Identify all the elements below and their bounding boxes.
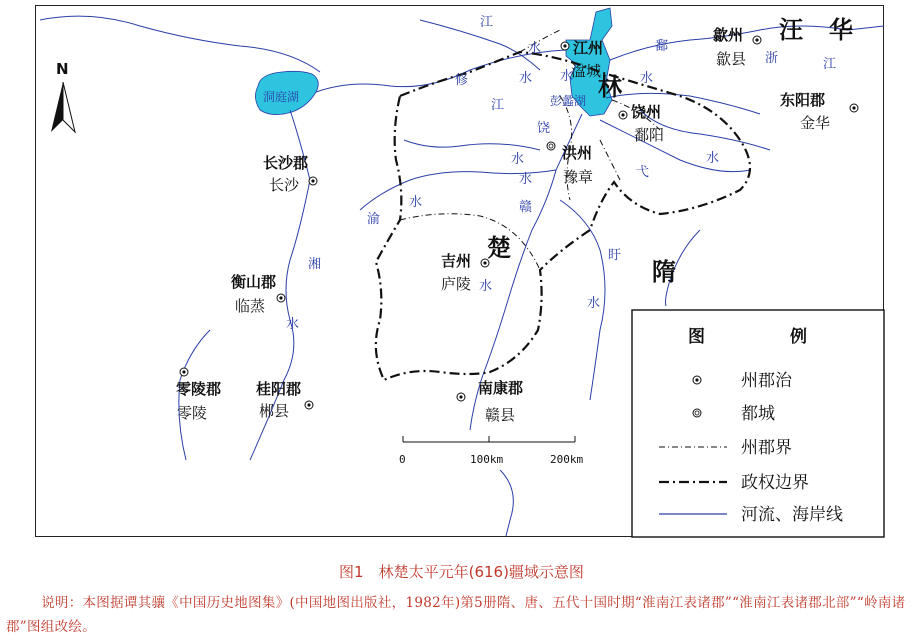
scale-tick-0: 0: [399, 453, 406, 466]
scale-bar: [399, 436, 583, 466]
place-dongyang-name: 东阳郡: [780, 91, 826, 109]
legend-prefecture-boundary-label: 州郡界: [741, 438, 792, 458]
region-wang: 汪: [779, 16, 803, 44]
river-label: 水: [640, 71, 654, 86]
figure-note: 说明：本图据谭其骧《中国历史地图集》(中国地图出版社，1982年)第5册隋、唐、五代十国时期“淮南江表诸郡”“淮南江表诸郡北部”“岭南诸郡”图组改绘。: [6, 595, 906, 635]
legend-title-2: 例: [790, 327, 807, 347]
place-jiangzhou-name: 江州: [573, 39, 604, 57]
lake-pengli-label: 彭蠡湖: [550, 94, 587, 108]
place-dongyang-seat: 金华: [800, 114, 831, 132]
figure-caption: 图1 林楚太平元年(616)疆域示意图: [339, 563, 584, 581]
scale-tick-200: 200km: [550, 453, 584, 466]
river-label: 盱: [608, 248, 622, 263]
river-label: 鄱: [655, 39, 669, 54]
place-lingling-seat: 零陵: [177, 404, 208, 422]
place-jizhou-name: 吉州: [441, 252, 472, 270]
place-raozhou-seat: 鄱阳: [634, 126, 665, 144]
river-label: 水: [560, 69, 574, 84]
place-nankang-name: 南康郡: [478, 379, 524, 397]
river-label: 修: [455, 73, 469, 88]
place-raozhou-name: 饶州: [631, 103, 662, 121]
legend-title-1: 图: [688, 327, 705, 347]
river-label: 水: [706, 151, 720, 166]
place-nankang-seat: 赣县: [485, 406, 516, 424]
region-sui: 隋: [652, 258, 676, 286]
river-label: 湘: [308, 257, 322, 272]
region-hua: 华: [829, 16, 853, 44]
river-label: 水: [511, 152, 525, 167]
lake-dongting-label: 洞庭湖: [263, 90, 300, 104]
legend-regime-boundary-label: 政权边界: [741, 473, 809, 493]
place-jiangzhou-seat: 湓城: [571, 62, 602, 80]
river-label: 浙: [765, 51, 779, 66]
river-label: 赣: [519, 200, 533, 215]
place-guiyang-seat: 郴县: [259, 402, 290, 420]
river-label: 江: [480, 15, 494, 30]
river-labels: [286, 15, 836, 332]
river-label: 渝: [367, 212, 381, 227]
river-label: 水: [286, 317, 300, 332]
legend-river-label: 河流、海岸线: [741, 505, 843, 525]
legend-seat-label: 州郡治: [741, 371, 792, 391]
river-label: 水: [587, 296, 601, 311]
north-arrow: [51, 60, 75, 132]
river-label: 饶: [537, 121, 551, 136]
north-label: N: [56, 60, 69, 78]
place-guiyang-name: 桂阳郡: [256, 380, 302, 398]
place-changsha-seat: 长沙: [269, 176, 300, 194]
legend: [632, 310, 884, 537]
place-jizhou-seat: 庐陵: [441, 275, 472, 293]
region-lin: 林: [598, 73, 622, 101]
river-label: 水: [479, 279, 493, 294]
place-hongzhou-name: 洪州: [562, 144, 593, 162]
river-label: 水: [519, 172, 533, 187]
place-hengshan-name: 衡山郡: [231, 273, 277, 291]
place-lingling-name: 零陵郡: [176, 380, 222, 398]
place-changsha-name: 长沙郡: [263, 154, 309, 172]
river-label: 江: [491, 98, 505, 113]
river-label: 弋: [636, 165, 650, 180]
river-label: 江: [823, 57, 837, 72]
region-chu: 楚: [487, 234, 511, 262]
place-hongzhou-seat: 豫章: [563, 168, 594, 186]
place-hengshan-seat: 临蒸: [235, 297, 266, 315]
river-label: 水: [528, 41, 542, 56]
place-shezhou-seat: 歙县: [716, 50, 747, 68]
scale-tick-100: 100km: [470, 453, 504, 466]
river-label: 水: [409, 195, 423, 210]
river-label: 水: [519, 71, 533, 86]
place-shezhou-name: 歙州: [713, 26, 744, 44]
legend-capital-label: 都城: [741, 404, 775, 424]
